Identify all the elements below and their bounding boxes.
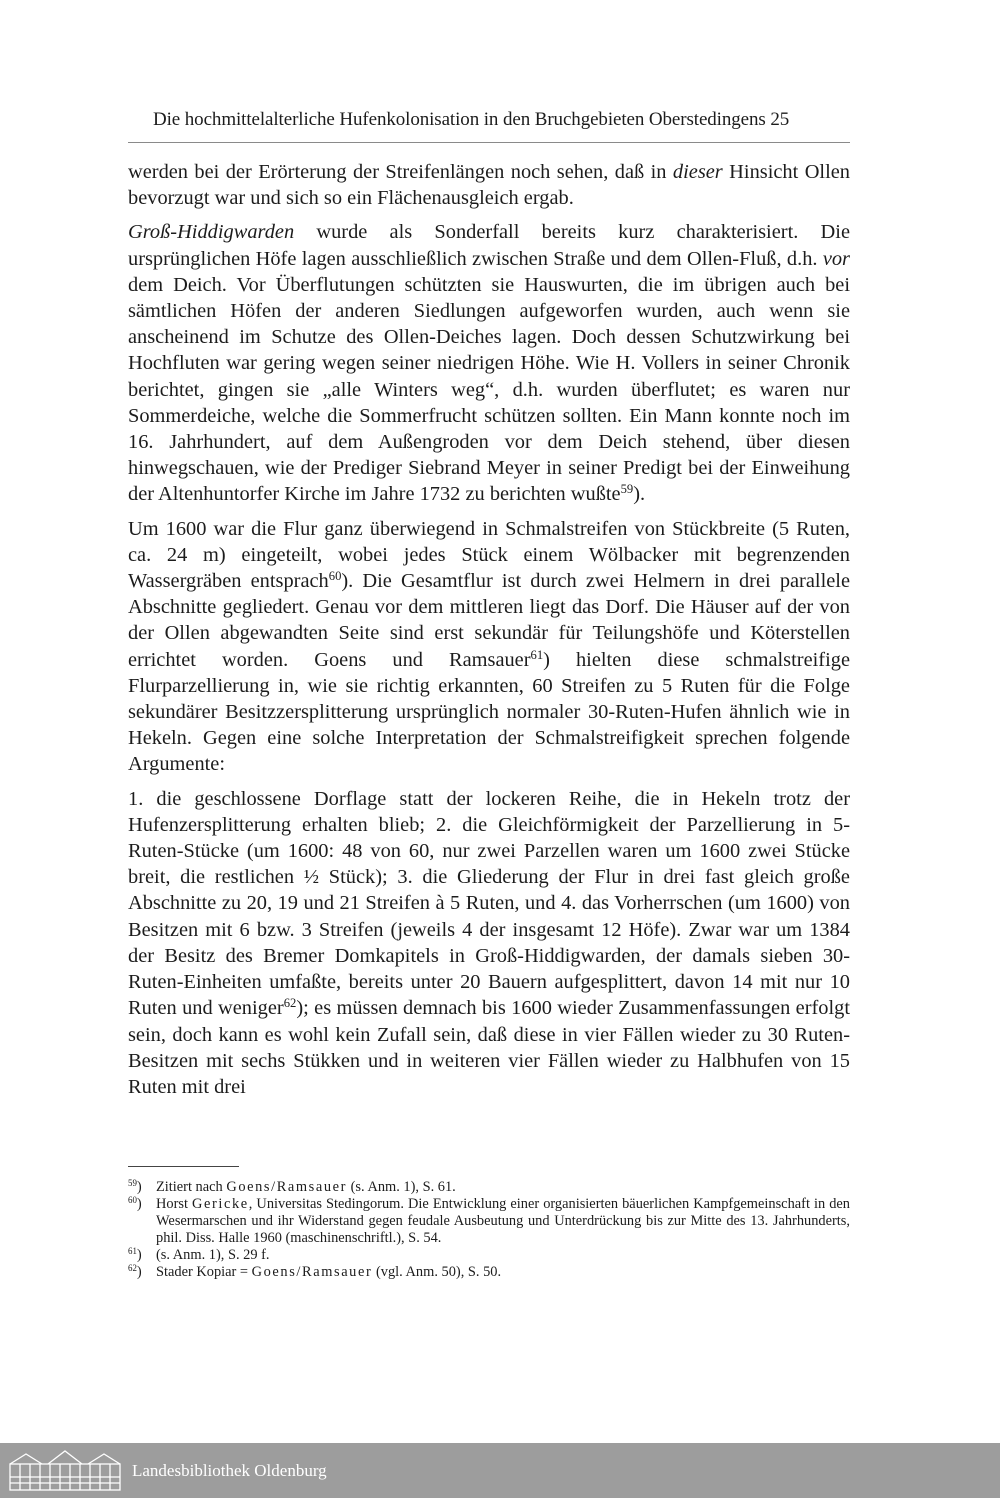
- library-brand[interactable]: Landesbibliothek Oldenburg: [132, 1461, 327, 1480]
- header-title: Die hochmittelalterliche Hufenkolonisation in den Bruchgebieten Oberstedingens: [153, 109, 766, 130]
- footnote-ref-59[interactable]: 59: [620, 482, 634, 497]
- footnote-59: $^{59}$) Zitiert nach Goens/Ramsauer (s. Anm. 1), S. 61.: [128, 1178, 456, 1195]
- footnote-60: $^{60}$) Horst Gericke, Universitas Stedingorum. Die Entwicklung einer organisierten bäuerlichen Kampfgemeinschaft in den Wesermarschen und ihr Widerstand gegen feudale Ausbeutung und Unterdrückung bis zur Mitte des 13. Jahrhunderts, phil. Diss. Halle 1960 (maschinenschriftl.), S. 54.: [128, 1195, 851, 1246]
- footnote-61: $^{61}$) (s. Anm. 1), S. 29 f.: [128, 1246, 270, 1263]
- paragraph-1: werden bei der Erörterung der Streifenlängen noch sehen, daß in dieser Hinsicht Ollen bevorzugt war und sich so ein Flächenausgleich ergab.: [128, 161, 850, 210]
- paragraph-4: 1. die geschlossene Dorflage statt der lockeren Reihe, die in Hekeln trotz der Hufenzersplitterung erhalten blieb; 2. die Gleichförmigkeit der Parzellierung in 5-Ruten-Stücke (um 1600: 48 von 60, nur zwei Parzellen waren um 1600 zwei Stücke breit, die restlichen ½ Stück); 3. die Gliederung der Flur in drei fast gleich große Abschnitte zu 20, 19 und 21 Streifen à 5 Ruten, und 4. das Vorherrschen (um 1600) von Besitzen mit 6 bzw. 3 Streifen (jeweils 4 der insgesamt 12 Höfe). Zwar war um 1384 der Besitz des Bremer Domkapitels in Groß-Hiddigwarden, der damals sieben 30-Ruten-Einheiten umfaßte, bereits unter 20 Bauern aufgesplittert, davon 14 mit nur 10 Ruten und weniger$^{62}$); es müssen demnach bis 1600 wieder Zusammenfassungen erfolgt sein, doch kann es wohl kein Zufall sein, daß diese in vier Fällen wieder zu 30 Ruten-Besitzen mit sechs Stükken und in weiteren vier Fällen wieder zu Halbhufen von 15 Ruten mit drei: [128, 787, 850, 1098]
- paragraph-2: Groß-Hiddigwarden wurde als Sonderfall bereits kurz charakterisiert. Die ursprünglichen Höfe lagen ausschließlich zwischen Straße und dem Ollen-Fluß, d.h. vor dem Deich. Vor Überflutungen schützten sie Hauswurten, die im übrigen auch bei sämtlichen Höfen der anderen Siedlungen aufgeworfen wurden, auch wenn sie anscheinend im Schutze des Ollen-Deiches lagen. Doch dessen Schutzwirkung bei Hochfluten war gering wegen seiner niedrigen Höhe. Wie H. Vollers in seiner Chronik berichtet, gingen sie „alle Winters weg“, d.h. wurden überflutet; es waren nur Sommerdeiche, welche die Sommerfrucht schützen sollten. Ein Mann konnte noch im 16. Jahrhundert, auf dem Außengroden vor dem Deich stehend, über diesen hinwegschauen, wie der Prediger Siebrand Meyer in seiner Predigt bei der Einweihung der Altenhuntorfer Kirche im Jahre 1732 zu berichten wußte$^{59}$).: [128, 221, 850, 506]
- header-divider: [128, 142, 850, 143]
- library-building-icon: [6, 1448, 124, 1492]
- footnote-ref-60[interactable]: 60: [328, 569, 342, 584]
- footnotes: [128, 1179, 850, 1281]
- running-header: [153, 108, 850, 132]
- paragraph-3: Um 1600 war die Flur ganz überwiegend in Schmalstreifen von Stückbreite (5 Ruten, ca. 24 m) eingeteilt, wobei jedes Stück einem Wölbacker mit begrenzenden Wassergräben entsprach$^{60}$). Die Gesamtflur ist durch zwei Helmern in drei parallele Abschnitte gegliedert. Genau vor dem mittleren liegt das Dorf. Die Häuser auf der von der Ollen abgewandten Seite sind erst sekundär für Teilungshöfe und Köterstellen errichtet worden. Goens und Ramsauer$^{61}$) hielten diese schmalstreifige Flurparzellierung in, wie sie richtig erkannten, 60 Streifen zu 5 Ruten für die Folge sekundärer Besitzzersplitterung ursprünglich normaler 30-Ruten-Hufen ähnlich wie in Hekeln. Gegen eine solche Interpretation der Schmalstreifigkeit sprechen folgende Argumente:: [128, 517, 850, 776]
- footnote-divider: [128, 1166, 239, 1167]
- main-text: [128, 159, 850, 1108]
- footnote-62: $^{62}$) Stader Kopiar = Goens/Ramsauer (vgl. Anm. 50), S. 50.: [128, 1263, 502, 1280]
- library-footer-bar: [0, 1443, 1000, 1498]
- footnote-ref-62[interactable]: 62: [283, 996, 297, 1011]
- page-number: 25: [770, 109, 790, 130]
- footnote-ref-61[interactable]: 61: [530, 647, 544, 662]
